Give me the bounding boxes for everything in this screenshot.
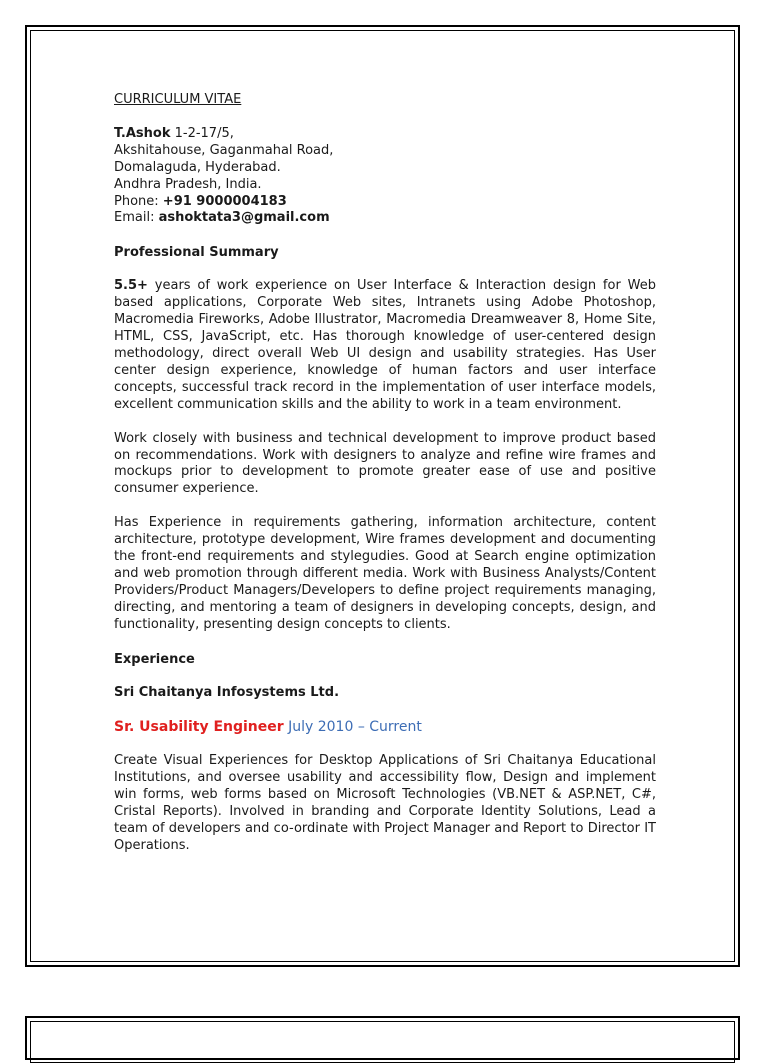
name-line	[114, 126, 656, 143]
email-label: Email:	[114, 210, 155, 226]
phone-number: +91 9000004183	[162, 193, 287, 209]
address-line-1: 1-2-17/5,	[174, 125, 234, 141]
contact-block	[114, 126, 656, 227]
resume-content	[114, 92, 656, 872]
experience-heading: Experience	[114, 651, 195, 667]
candidate-name: T.Ashok	[114, 125, 171, 141]
address-line-2: Akshitahouse, Gaganmahal Road,	[114, 142, 334, 158]
company-name: Sri Chaitanya Infosystems Ltd.	[114, 684, 340, 700]
summary-paragraph-1-text: years of work experience on User Interface & Interaction design for Web based applications, Corporate Web sites, Intranets using Adobe Photoshop, Macromedia Fireworks, Adobe Illustrator, Macromedia Dreamweaver 8, Home Site, HTML, CSS, JavaScript, etc. Has thorough knowledge of user-centered design methodology, direct overall Web UI design and usability strategies. Has User center design experience, knowledge of human factors and user interface concepts, successful track record in the implementation of user interface models, excellent communication skills and the ability to work in a team environment.	[114, 278, 656, 412]
summary-paragraph-2: Work closely with business and technical development to improve product based on recommendations. Work with designers to analyze and refine wire frames and mockups prior to development to promote greater ease of use and positive consumer experience.	[114, 430, 656, 497]
summary-paragraph-1	[114, 278, 656, 413]
email-address: ashoktata3@gmail.com	[158, 210, 330, 226]
next-page-border-inner	[30, 1021, 735, 1063]
next-page-border	[25, 1016, 740, 1060]
phone-label: Phone:	[114, 193, 159, 209]
summary-paragraph-3: Has Experience in requirements gathering, information architecture, content architecture, prototype development, Wire frames development and documenting the front-end requirements and stylegudies. Good at Search engine optimization and web promotion through different media. Work with Business Analysts/Content Providers/Product Managers/Developers to define project requirements managing, directing, and mentoring a team of designers in developing concepts, design, and functionality, presenting design concepts to clients.	[114, 515, 656, 632]
phone-line	[114, 194, 656, 211]
job-title: Sr. Usability Engineer	[114, 719, 284, 736]
job-description: Create Visual Experiences for Desktop Applications of Sri Chaitanya Educational Institutions, and oversee usability and accessibility flow, Design and implement win forms, web forms based on Microsoft Technologies (VB.NET & ASP.NET, C#, Cristal Reports). Involved in branding and Corporate Identity Solutions, Lead a team of developers and co-ordinate with Project Manager and Report to Director IT Operations.	[114, 753, 656, 853]
document-title: CURRICULUM VITAE	[114, 92, 242, 107]
address-line-4: Andhra Pradesh, India.	[114, 176, 262, 192]
summary-heading: Professional Summary	[114, 245, 279, 261]
address-line-3: Domalaguda, Hyderabad.	[114, 159, 281, 175]
email-line	[114, 210, 656, 227]
experience-years: 5.5+	[114, 278, 148, 294]
role-line	[114, 718, 656, 736]
job-dates: July 2010 – Current	[288, 719, 422, 736]
